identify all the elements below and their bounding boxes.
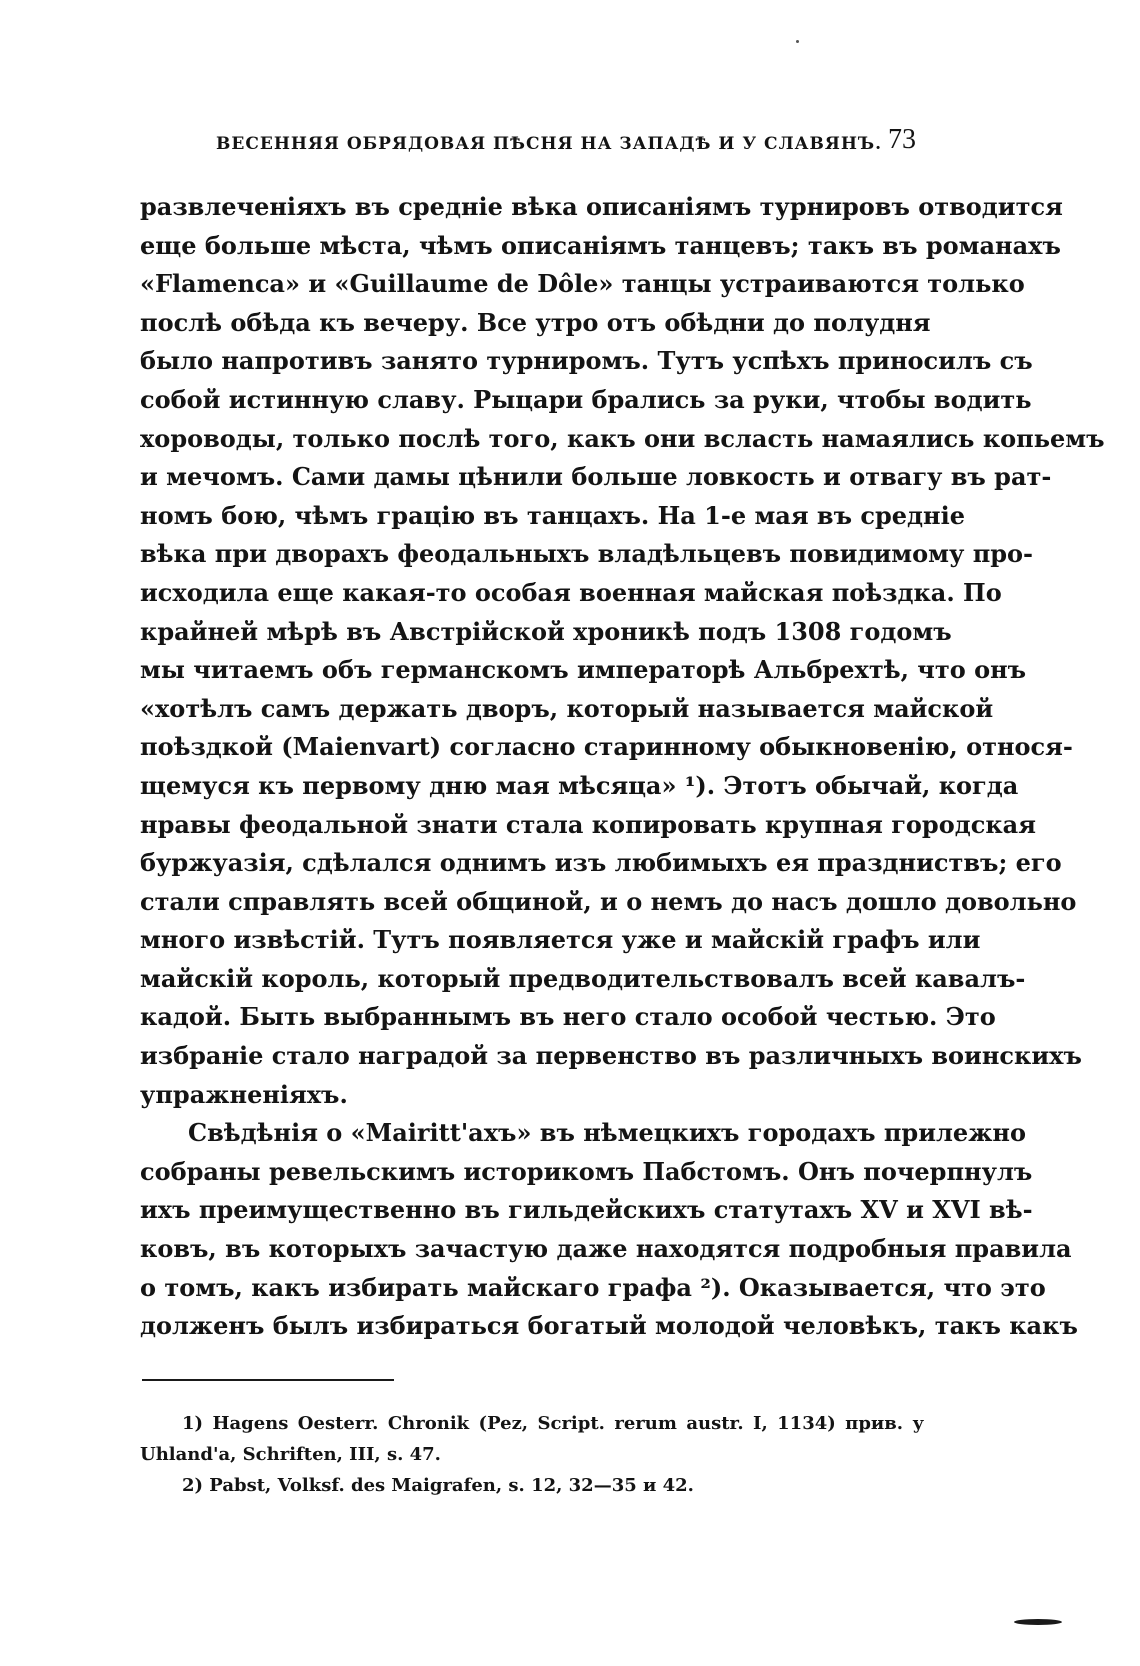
running-title: ВЕСЕННЯЯ ОБРЯДОВАЯ ПѢСНЯ НА ЗАПАДѢ И У СЛАВЯНЪ. [216,134,883,154]
text-line: майскій король, который предводительствовалъ всей кавалъ- [140,963,1026,993]
text-line: было напротивъ занято турниромъ. Тутъ успѣхъ приносилъ съ [140,346,1033,376]
text-line: щемуся къ первому дню мая мѣсяца» ¹). Этотъ обычай, когда [140,770,1019,800]
text-line: избраніе стало наградой за первенство въ различныхъ воинскихъ [140,1041,1082,1071]
text-line: Свѣдѣнія о «Mairitt'ахъ» въ нѣмецкихъ городахъ прилежно [188,1118,1027,1148]
text-line: крайней мѣрѣ въ Австрійской хроникѣ подъ 1308 годомъ [140,616,952,646]
footnote-line: 1) Hagens Oesterr. Chronik (Pez, Script. rerum austr. I, 1134) прив. у [182,1413,924,1434]
text-line: «Flamenca» и «Guillaume de Dôle» танцы устраиваются только [140,269,1025,299]
text-line: и мечомъ. Сами дамы цѣнили больше ловкость и отвагу въ рат- [140,462,1052,492]
text-line: хороводы, только послѣ того, какъ они всласть намаялись копьемъ [140,423,1105,453]
text-line: нравы феодальной знати стала копировать крупная городская [140,809,1036,839]
text-line: еще больше мѣста, чѣмъ описаніямъ танцевъ; такъ въ романахъ [140,230,1061,260]
footnote-line: Uhland'a, Schriften, III, s. 47. [140,1444,441,1465]
paper-speck [796,40,799,43]
text-line: о томъ, какъ избирать майскаго графа ²). Оказывается, что это [140,1272,1046,1302]
text-line: собой истинную славу. Рыцари брались за руки, чтобы водить [140,384,1032,414]
text-line: долженъ былъ избираться богатый молодой человѣкъ, такъ какъ [140,1311,1078,1341]
text-line: «хотѣлъ самъ держать дворъ, который называется майской [140,693,994,723]
text-line: ковъ, въ которыхъ зачастую даже находятся подробныя правила [140,1234,1072,1264]
ink-mark [1014,1619,1062,1625]
footnote-divider [142,1379,394,1381]
text-line: собраны ревельскимъ историкомъ Пабстомъ. Онъ почерпнулъ [140,1156,1033,1186]
body-text [140,188,1105,1346]
footnotes [140,1408,924,1501]
text-line: вѣка при дворахъ феодальныхъ владѣльцевъ повидимому про- [140,539,1034,569]
text-line: исходила еще какая-то особая военная майская поѣздка. По [140,577,1002,607]
text-line: мы читаемъ объ германскомъ императорѣ Альбрехтѣ, что онъ [140,655,1027,685]
text-line: кадой. Быть выбраннымъ въ него стало особой честью. Это [140,1002,996,1032]
text-line: много извѣстій. Тутъ появляется уже и майскій графъ или [140,925,981,955]
text-line: развлеченіяхъ въ средніе вѣка описаніямъ турнировъ отводится [140,192,1063,221]
text-line: упражненіяхъ. [140,1079,348,1109]
footnote-line: 2) Pabst, Volksf. des Maigrafen, s. 12, 32—35 и 42. [182,1475,694,1496]
text-line: стали справлять всей общиной, и о немъ до насъ дошло довольно [140,886,1077,916]
page-number: 73 [888,124,916,155]
text-line: поѣздкой (Maienvart) согласно старинному обыкновенію, относя- [140,732,1073,762]
text-line: ихъ преимущественно въ гильдейскихъ статутахъ XV и XVI вѣ- [140,1195,1033,1225]
text-line: послѣ обѣда къ вечеру. Все утро отъ обѣдни до полудня [140,307,931,337]
text-line: номъ бою, чѣмъ грацію въ танцахъ. На 1-е мая въ средніе [140,500,965,530]
running-head [140,124,930,164]
text-line: буржуазія, сдѣлался однимъ изъ любимыхъ ея праздниствъ; его [140,848,1062,878]
